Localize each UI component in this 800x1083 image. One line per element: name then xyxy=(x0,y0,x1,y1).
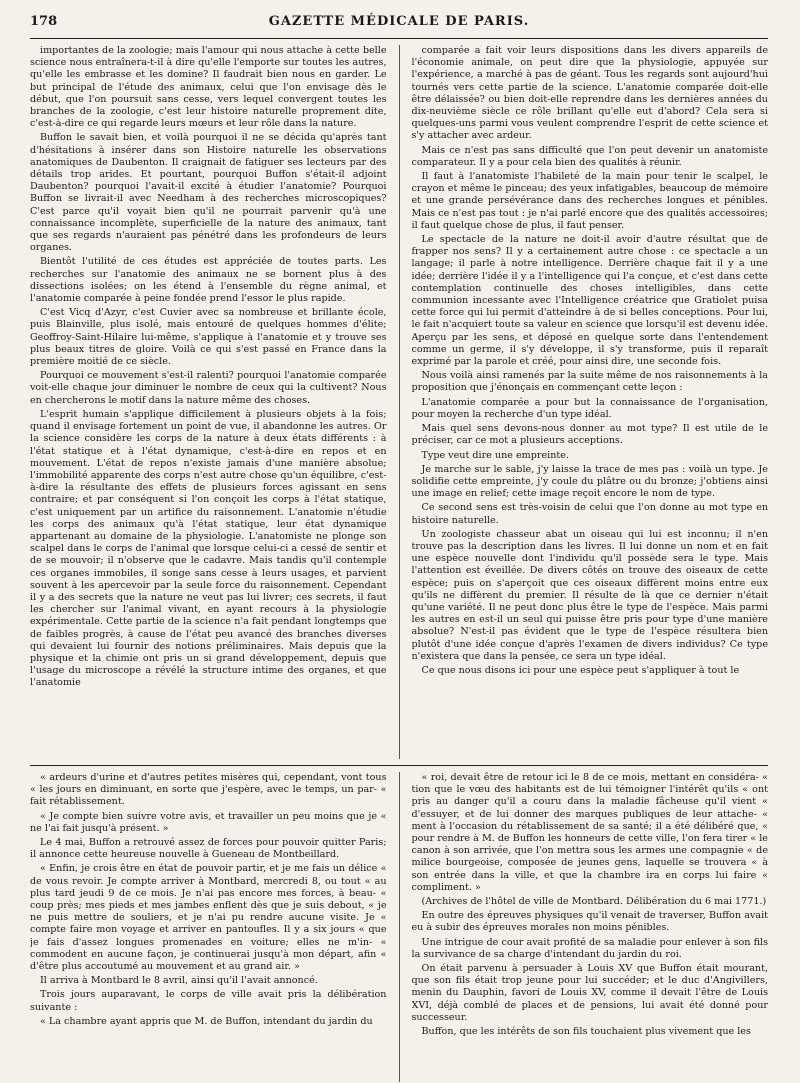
paragraph: Il arriva à Montbard le 8 avril, ainsi qu'il l'avait annoncé. xyxy=(40,975,318,987)
feuilleton xyxy=(30,772,768,1082)
paragraph: Buffon le savait bien, et voilà pourquoi il ne se décida qu'après tant d'hésitations à insérer dans son Histoire naturelle les observations anatomiques de Daubenton. Il craignait de fatiguer ses lecteurs par des détails trop arides. Et pourtant, pourquoi Buffon s'était-il adjoint Daubenton? pourquoi l'avait-il excité à étudier l'anatomie? Pourquoi Buffon se livrait-il avec Needham à des recherches microscopiques? C'est parce qu'il voyait bien qu'il ne pourrait parvenir qu'à une connaissance incomplète, superficielle de la nature des animaux, tant que ses regards n'auraient pas pénétré dans les profondeurs de leurs organes. xyxy=(30,132,387,254)
paragraph: « ardeurs d'urine et d'autres petites misères qui, cependant, vont tous « les jours en diminuant, en sorte que j'espère, avec le temps, un par- « fait rétablissement. xyxy=(30,772,387,808)
paragraph: Type veut dire une empreinte. xyxy=(421,449,569,461)
paragraph: Mais ce n'est pas sans difficulté que l'on peut devenir un anatomiste comparateur. Il y a pour cela bien des qualités à réunir. xyxy=(411,144,768,168)
paragraph: Le spectacle de la nature ne doit-il avoir d'autre résultat que de frapper nos sens? Il y a certainement autre chose : ce spectacle a un langage; il parle à notre intelligence. Derrière chaque fait il y a une idée; derrière l'idée il y a l'intelligence qui l'a conçue, et c'est dans cette contemplation continuelle des choses intelligibles, dans cette communion incessante avec l'Intelligence créatrice que Gratiolet puisa cette force qui lui permit d'atteindre à de si belles conceptions. Pour lui, le fait n'acquiert toute sa valeur en science que lorsqu'il est devenu idée. Aperçu par les sens, et déposé en quelque sorte dans l'entendement comme un germe, il s'y développe, il s'y transforme, puis il reparaît exprimé par la parole et créé, pour ainsi dire, une seconde fois. xyxy=(411,234,768,368)
column-rule xyxy=(399,45,400,759)
page-number: 178 xyxy=(30,14,58,29)
main-article xyxy=(30,45,768,759)
paragraph: « Enfin, je crois être en état de pouvoir partir, et je me fais un délice « de vous revoir. Je compte arriver à Montbard, mercredi 8, ou tout « au plus tard jeudi 9 de ce mois. Je n'ai pas encore mes forces, à beau- « coup près; mes pieds et mes jambes enflent dès que je suis debout, « je ne puis mettre de souliers, et je n'ai pu rendre aucune visite. Je « compte faire mon voyage et arriver en pantoufles. Il y a six jours « que je fais d'assez longues promenades en voiture; elles ne m'in- « commodent en aucune façon, je continuerai jusqu'à mon départ, afin « d'être plus accoutumé au mouvement et au grand air. » xyxy=(30,863,387,973)
paragraph: Buffon, que les intérêts de son fils touchaient plus vivement que les xyxy=(421,1026,751,1038)
paragraph: « Je compte bien suivre votre avis, et travailler un peu moins que je « ne l'ai fait jusqu'à présent. » xyxy=(30,810,387,834)
paragraph: Ce que nous disons ici pour une espèce peut s'appliquer à tout le xyxy=(421,664,740,676)
top-right-column xyxy=(412,45,769,759)
paragraph: Bientôt l'utilité de ces études est appréciée de toutes parts. Les recherches sur l'anatomie des animaux ne se bornent plus à des dissections isolées; on les étend à l'ensemble du règne animal, et l'anatomie comparée à peine fondée prend l'essor le plus rapide. xyxy=(30,256,387,305)
column-rule xyxy=(399,772,400,1082)
paragraph: Ce second sens est très-voisin de celui que l'on donne au mot type en histoire naturelle. xyxy=(411,502,768,526)
paragraph: On était parvenu à persuader à Louis XV que Buffon était mourant, que son fils était trop jeune pour lui succéder; et le duc d'Angivillers, menin du Dauphin, favori de Louis XV, comme il devait l'être de Louis XVI, déjà comblé de places et de pensions, lui avait été donné pour successeur. xyxy=(411,963,768,1023)
paragraph: Mais quel sens devons-nous donner au mot type? Il est utile de le préciser, car ce mot a plusieurs acceptions. xyxy=(411,423,768,447)
paragraph: C'est Vicq d'Azyr, c'est Cuvier avec sa nombreuse et brillante école, puis Blainville, plus isolé, mais entouré de quelques hommes d'élite; Geoffroy-Saint-Hilaire lui-même, s'applique à l'anatomie et y trouve ses plus beaux titres de gloire. Voilà ce qui s'est passé en France dans la première moitié de ce siècle. xyxy=(30,307,387,368)
paragraph: L'anatomie comparée a pour but la connaissance de l'organisation, pour moyen la recherche d'un type idéal. xyxy=(411,396,768,420)
paragraph: Une intrigue de cour avait profité de sa maladie pour enlever à son fils la survivance de sa charge d'intendant du jardin du roi. xyxy=(411,936,768,960)
page-header xyxy=(30,14,768,39)
paragraph: Pourquoi ce mouvement s'est-il ralenti? pourquoi l'anatomie comparée voit-elle chaque jour diminuer le nombre de ceux qui la cultivent? Nous en chercherons le motif dans la nature même des choses. xyxy=(30,370,387,406)
paragraph: importantes de la zoologie; mais l'amour qui nous attache à cette belle science nous entraînera-t-il à dire qu'elle l'emporte sur toutes les autres, qu'elle les embrasse et les domine? Il faudrait bien nous en garder. Le but principal de l'étude des animaux, celui que l'on envisage dès le début, que l'on poursuit sans cesse, vers lequel convergent toutes les branches de la zoologie, c'est leur histoire naturelle proprement dite, c'est-à-dire ce qui regarde leurs mœurs et leur rôle dans la nature. xyxy=(30,45,387,130)
journal-title: GAZETTE MÉDICALE DE PARIS. xyxy=(268,14,530,29)
paragraph: En outre des épreuves physiques qu'il venait de traverser, Buffon avait eu à subir des épreuves morales non moins pénibles. xyxy=(411,910,768,934)
bottom-right-column xyxy=(412,772,769,1082)
paragraph: « roi, devait être de retour ici le 8 de ce mois, mettant en considéra- « tion que le vœu des habitants est de lui témoigner l'intérêt qu'ils « ont pris au danger qu'il a couru dans la maladie fâcheuse qu'il vient « d'essuyer, et de lui donner des marques publiques de leur attache- « ment à l'occasion du rétablissement de sa santé; il a été délibéré que, « pour rendre à M. de Buffon les honneurs de cette ville, l'on fera tirer « le canon à son arrivée, que l'on mettra sous les armes une compagnie « de milice bourgeoise, composée de jeunes gens, laquelle se trouvera « à son entrée dans la ville, et que la chambre ira en corps lui faire « compliment. » xyxy=(411,772,768,893)
section-divider xyxy=(30,765,768,766)
paragraph: comparée a fait voir leurs dispositions dans les divers appareils de l'économie animale, on peut dire que la physiologie, appuyée sur l'expérience, a marché à pas de géant. Tous les regards sont aujourd'hui tournés vers cette partie de la science. L'anatomie comparée doit-elle être délaissée? ou bien doit-elle reprendre dans les dernières années du dix-neuvième siècle ce rôle brillant qu'elle eut d'abord? Cela sera si quelques-uns parmi vous veulent comprendre l'esprit de cette science et s'y attacher avec ardeur. xyxy=(411,45,768,142)
paragraph: Le 4 mai, Buffon a retrouvé assez de forces pour pouvoir quitter Paris; il annonce cette heureuse nouvelle à Gueneau de Montbeillard. xyxy=(30,837,387,861)
paragraph: Nous voilà ainsi ramenés par la suite même de nos raisonnements à la proposition que j'énonçais en commençant cette leçon : xyxy=(411,370,768,394)
citation: (Archives de l'hôtel de ville de Montbard. Délibération du 6 mai 1771.) xyxy=(421,896,767,908)
paragraph: Il faut à l'anatomiste l'habileté de la main pour tenir le scalpel, le crayon et même le pinceau; des yeux infatigables, beaucoup de mémoire et une grande persévérance dans des recherches longues et pénibles. Mais ce n'est pas tout : je n'ai parlé encore que des qualités accessoires; il faut quelque chose de plus, il faut penser. xyxy=(411,171,768,231)
paragraph: « La chambre ayant appris que M. de Buffon, intendant du jardin du xyxy=(40,1015,373,1027)
paragraph: Un zoologiste chasseur abat un oiseau qui lui est inconnu; il n'en trouve pas la description dans les livres. Il lui donne un nom et en fait une espèce nouvelle dont l'individu qu'il possède sera le type. Mais l'attention est éveillée. De divers côtés on trouve des oiseaux de cette espèce; puis on s'aperçoit que ces oiseaux diffèrent moins entre eux qu'ils ne diffèrent du premier. Il résulte de là que ce dernier n'était qu'une variété. Il ne peut donc plus être le type de l'espèce. Mais parmi les autres en est-il un seul qui puisse être pris pour type d'une manière absolue? N'est-il pas évident que le type de l'espèce résultera bien plutôt d'une idée conçue d'après l'examen de divers individus? Ce type n'existera que dans la pensée, ce sera un type idéal. xyxy=(411,528,768,662)
paragraph: Je marche sur le sable, j'y laisse la trace de mes pas : voilà un type. Je solidifie cette empreinte, j'y coule du plâtre ou du bronze; j'obtiens ainsi une image en relief; cette image reçoit encore le nom de type. xyxy=(411,463,768,500)
paragraph: L'esprit humain s'applique difficilement à plusieurs objets à la fois; quand il envisage fortement un point de vue, il abandonne les autres. Or la science considère les corps de la nature à deux états différents : à l'état statique et à l'état dynamique, c'est-à-dire en repos et en mouvement. L'état de repos n'existe jamais d'une manière absolue; l'immobilité apparente des corps n'est autre chose qu'un équilibre, c'est-à-dire la résultante des effets de plusieurs forces agissant en sens contraire; et par conséquent si l'on conçoit les corps à l'état statique, c'est uniquement par un artifice du raisonnement. L'anatomie n'étudie les corps des animaux qu'à l'état statique, leur état dynamique appartenant au domaine de la physiologie. L'anatomiste ne plonge son scalpel dans le corps de l'animal que lorsque celui-ci a cessé de sentir et de se mouvoir; il n'observe que le cadavre. Mais tandis qu'il contemple ces organes immobiles, il songe sans cesse à leurs usages, et parvient souvent à les apercevoir par la seule force du raisonnement. Cependant il y a des secrets que la nature ne veut pas lui livrer; ces secrets, il faut les chercher sur l'animal vivant, en ayant recours à la physiologie expérimentale. Cette partie de la science n'a fait pendant longtemps que de faibles progrès, à cause de l'état peu avancé des branches diverses qui devaient lui fournir des notions préliminaires. Mais depuis que la physique et la chimie ont pris un si grand développement, depuis que l'usage du microscope a révélé la structure intime des organes, et que l'anatomie xyxy=(30,408,387,689)
paragraph: Trois jours auparavant, le corps de ville avait pris la délibération suivante : xyxy=(30,989,387,1013)
top-left-column xyxy=(30,45,387,759)
bottom-left-column xyxy=(30,772,387,1082)
